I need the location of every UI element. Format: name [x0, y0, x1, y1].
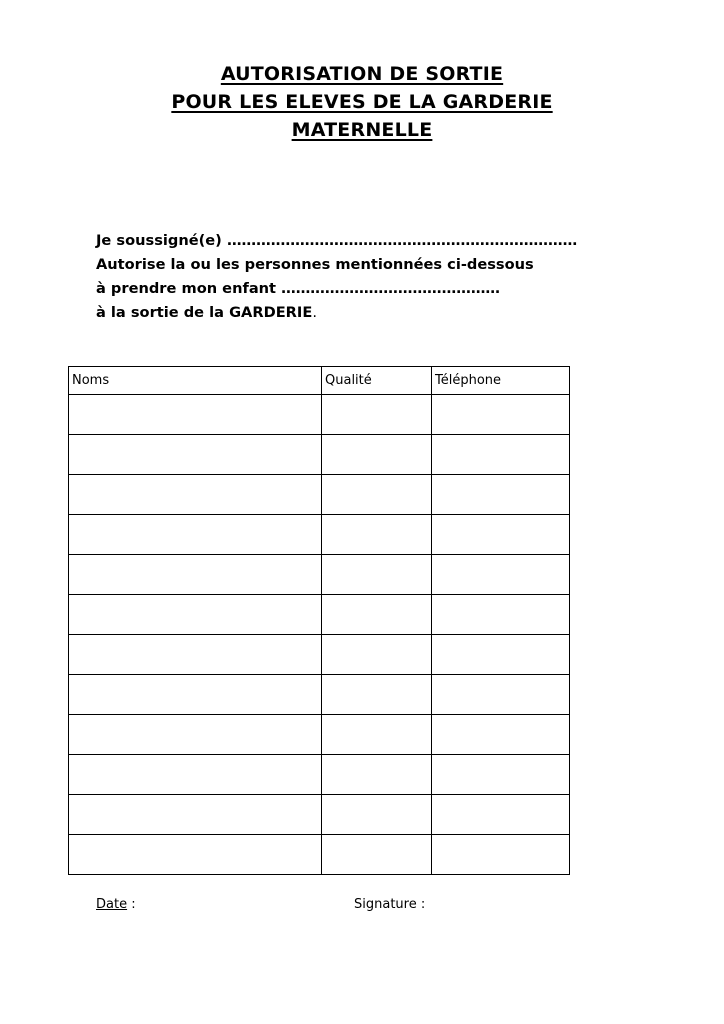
cell-telephone[interactable]: [432, 515, 570, 555]
authorized-persons-table-wrap: [68, 366, 570, 875]
cell-telephone[interactable]: [432, 435, 570, 475]
title-line-3: [0, 116, 724, 144]
cell-noms[interactable]: [69, 715, 322, 755]
title-line-2: [0, 88, 724, 116]
table-row: [69, 635, 570, 675]
column-header-qualite: Qualité: [322, 367, 432, 395]
table-row: [69, 755, 570, 795]
cell-telephone[interactable]: [432, 715, 570, 755]
column-header-noms: Noms: [69, 367, 322, 395]
table-row: [69, 715, 570, 755]
cell-qualite[interactable]: [322, 835, 432, 875]
cell-qualite[interactable]: [322, 635, 432, 675]
cell-qualite[interactable]: [322, 755, 432, 795]
cell-telephone[interactable]: [432, 595, 570, 635]
cell-qualite[interactable]: [322, 715, 432, 755]
intro-line-child: à prendre mon enfant ………………………………………: [96, 280, 501, 297]
intro-line-exit-period: .: [312, 304, 317, 321]
date-label: Date: [96, 897, 128, 912]
title-line-1-text: AUTORISATION DE SORTIE: [220, 63, 504, 85]
cell-telephone[interactable]: [432, 835, 570, 875]
cell-noms[interactable]: [69, 395, 322, 435]
table-row: [69, 555, 570, 595]
cell-noms[interactable]: [69, 635, 322, 675]
column-header-telephone: Téléphone: [432, 367, 570, 395]
intro-paragraph: [96, 229, 576, 325]
cell-noms[interactable]: [69, 595, 322, 635]
cell-telephone[interactable]: [432, 395, 570, 435]
table-row: [69, 435, 570, 475]
cell-noms[interactable]: [69, 675, 322, 715]
table-row: [69, 795, 570, 835]
table-header-row: [69, 367, 570, 395]
title-line-1: [0, 60, 724, 88]
intro-line-authorize: Autorise la ou les personnes mentionnées ci-dessous: [96, 256, 534, 273]
cell-qualite[interactable]: [322, 675, 432, 715]
table-row: [69, 395, 570, 435]
intro-line-exit: [96, 301, 576, 325]
cell-qualite[interactable]: [322, 595, 432, 635]
cell-noms[interactable]: [69, 835, 322, 875]
cell-noms[interactable]: [69, 515, 322, 555]
cell-telephone[interactable]: [432, 755, 570, 795]
title-line-3-text: MATERNELLE: [291, 119, 433, 141]
cell-qualite[interactable]: [322, 435, 432, 475]
intro-line-exit-text: à la sortie de la GARDERIE: [96, 304, 313, 321]
signature-label: Signature :: [354, 897, 426, 912]
table-row: [69, 475, 570, 515]
table-row: [69, 675, 570, 715]
cell-qualite[interactable]: [322, 515, 432, 555]
cell-qualite[interactable]: [322, 475, 432, 515]
table-row: [69, 515, 570, 555]
cell-telephone[interactable]: [432, 675, 570, 715]
document-title: [0, 60, 724, 144]
cell-noms[interactable]: [69, 795, 322, 835]
table-row: [69, 835, 570, 875]
table-body: [69, 395, 570, 875]
title-line-2-text: POUR LES ELEVES DE LA GARDERIE: [171, 91, 553, 113]
cell-telephone[interactable]: [432, 555, 570, 595]
cell-telephone[interactable]: [432, 795, 570, 835]
cell-telephone[interactable]: [432, 475, 570, 515]
cell-qualite[interactable]: [322, 555, 432, 595]
cell-noms[interactable]: [69, 555, 322, 595]
intro-line-undersigned: Je soussigné(e) ………………………………………………………………: [96, 232, 578, 249]
cell-telephone[interactable]: [432, 635, 570, 675]
table-row: [69, 595, 570, 635]
cell-noms[interactable]: [69, 755, 322, 795]
date-field: [96, 897, 136, 912]
cell-qualite[interactable]: [322, 395, 432, 435]
date-colon: :: [127, 897, 136, 912]
authorized-persons-table: [68, 366, 570, 875]
cell-noms[interactable]: [69, 435, 322, 475]
cell-qualite[interactable]: [322, 795, 432, 835]
signature-field: [354, 897, 425, 912]
cell-noms[interactable]: [69, 475, 322, 515]
